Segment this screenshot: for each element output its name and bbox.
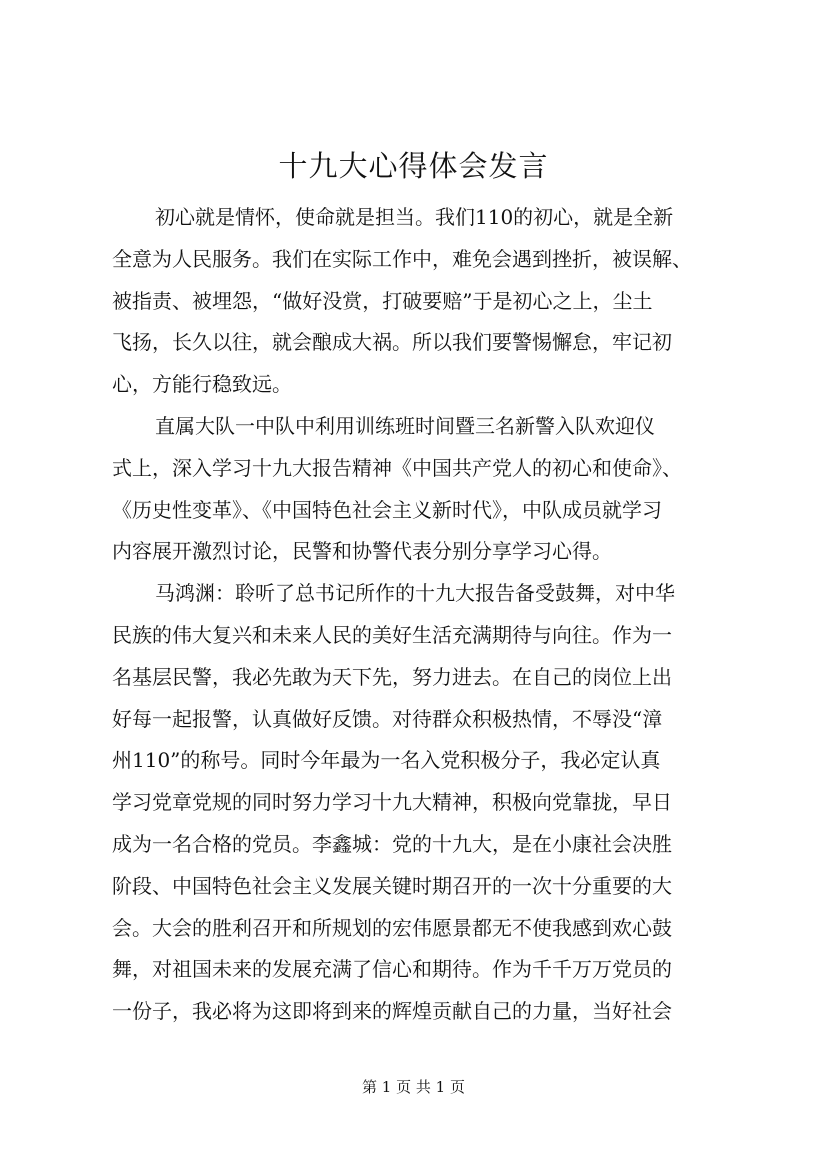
text-line: 舞，对祖国未来的发展充满了信心和期待。作为千千万万党员的 (112, 957, 672, 982)
document-body (112, 197, 727, 1033)
text-line: 学习党章党规的同时努力学习十九大精神，积极向党靠拢，早日 (112, 790, 672, 815)
text-line: 名基层民警，我必先敢为天下先，努力进去。在自己的岗位上出 (112, 664, 672, 689)
text-line: 心，方能行稳致远。 (112, 372, 292, 397)
text-line: 一份子，我必将为这即将到来的辉煌贡献自己的力量，当好社会 (112, 999, 672, 1024)
text-line: 会。大会的胜利召开和所规划的宏伟愿景都无不使我感到欢心鼓 (112, 915, 672, 940)
text-line: 阶段、中国特色社会主义发展关键时期召开的一次十分重要的大 (112, 873, 672, 898)
page-number-footer: 第 1 页 共 1 页 (362, 1078, 465, 1096)
text-line: 初心就是情怀，使命就是担当。我们110的初心，就是全新 (155, 205, 674, 229)
text-line: 被指责、被埋怨，“做好没赏，打破要赔”于是初心之上，尘土 (112, 288, 653, 313)
text-line: 内容展开激烈讨论，民警和协警代表分别分享学习心得。 (112, 539, 612, 564)
text-line: 好每一起报警，认真做好反馈。对待群众积极热情，不辱没“漳 (112, 706, 663, 731)
text-line: 飞扬，长久以往，就会酿成大祸。所以我们要警惕懈怠，牢记初 (112, 330, 672, 355)
text-line: 式上，深入学习十九大报告精神《中国共产党人的初心和使命》、 (112, 455, 682, 480)
text-line: 成为一名合格的党员。李鑫城：党的十九大，是在小康社会决胜 (112, 831, 672, 856)
text-line: 马鸿渊：聆听了总书记所作的十九大报告备受鼓舞，对中华 (155, 581, 675, 606)
text-line: 全意为人民服务。我们在实际工作中，难免会遇到挫折，被误解、 (112, 246, 692, 271)
text-line: 直属大队一中队中利用训练班时间暨三名新警入队欢迎仪 (155, 413, 655, 438)
text-line: 《历史性变革》、《中国特色社会主义新时代》，中队成员就学习 (112, 497, 662, 522)
text-line: 州110”的称号。同时今年最为一名入党积极分子，我必定认真 (112, 748, 661, 773)
text-line: 民族的伟大复兴和未来人民的美好生活充满期待与向往。作为一 (112, 622, 672, 647)
page-title: 十九大心得体会发言 (278, 149, 549, 183)
